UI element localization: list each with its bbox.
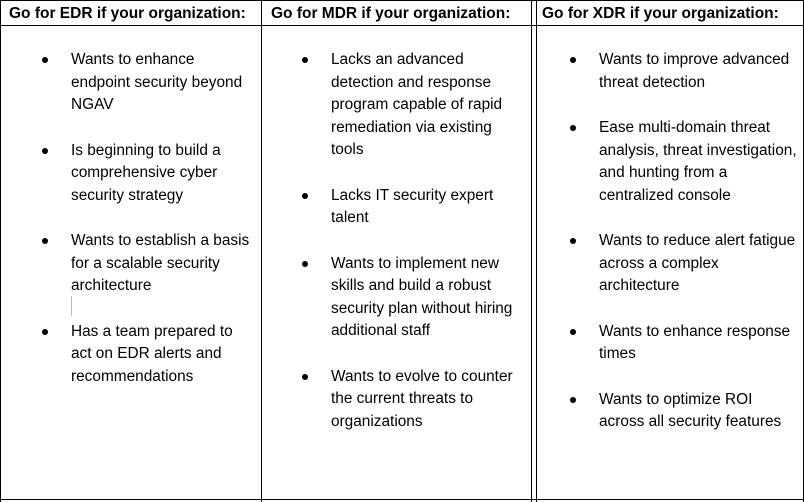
bullet-icon: [42, 57, 48, 63]
bullet-icon: [302, 261, 308, 267]
list-item: [532, 230, 804, 298]
list-item-text: Wants to implement new skills and build a robust security plan without hiring additional staff: [331, 254, 513, 339]
table-border-bottom: [0, 499, 804, 500]
bullet-icon: [302, 374, 308, 380]
mdr-column: [262, 0, 532, 502]
list-item: [262, 253, 532, 343]
list-item: [532, 389, 804, 434]
edr-column: [0, 0, 262, 502]
bullet-icon: [42, 329, 48, 335]
column-divider: [531, 0, 532, 502]
list-item-text: Wants to enhance response times: [599, 322, 791, 362]
list-item-text: Has a team prepared to act on EDR alerts and recommendations: [71, 322, 233, 385]
list-item: [532, 49, 804, 94]
column-divider: [536, 0, 537, 502]
bullet-icon: [42, 148, 48, 154]
list-item: [532, 117, 804, 207]
bullet-icon: [302, 57, 308, 63]
xdr-column: [532, 0, 804, 502]
list-item-text: Wants to reduce alert fatigue across a complex architecture: [599, 232, 796, 294]
list-item-text: Wants to evolve to counter the current threats to organizations: [331, 367, 513, 430]
list-item-text: Wants to establish a basis for a scalable security architecture: [71, 232, 250, 294]
bullet-icon: [570, 125, 576, 131]
list-item: [262, 49, 532, 162]
list-item: [262, 366, 532, 434]
list-item-text: Wants to optimize ROI across all security features: [599, 390, 782, 430]
list-item: [0, 49, 262, 117]
mdr-bullet-list: [262, 26, 532, 433]
edr-bullet-list: [0, 26, 262, 388]
bullet-icon: [570, 329, 576, 335]
bullet-icon: [570, 397, 576, 403]
xdr-column-header: Go for XDR if your organization:: [532, 0, 804, 26]
list-item-text: Wants to enhance endpoint security beyond NGAV: [71, 51, 243, 113]
bullet-icon: [42, 238, 48, 244]
list-item-text: Wants to improve advanced threat detection: [599, 51, 790, 91]
list-item-text: Ease multi-domain threat analysis, threat investigation, and hunting from a centralized console: [599, 119, 797, 204]
list-item: [0, 230, 262, 298]
list-item-text: Is beginning to build a comprehensive cyber security strategy: [71, 141, 221, 204]
xdr-bullet-list: [532, 26, 804, 434]
bullet-icon: [570, 57, 576, 63]
list-item: [0, 321, 262, 389]
list-item: [262, 185, 532, 230]
edr-column-header: Go for EDR if your organization:: [0, 0, 262, 26]
list-item-text: Lacks IT security expert talent: [331, 186, 494, 226]
list-item-text: Lacks an advanced detection and response program capable of rapid remediation via existing tools: [331, 51, 503, 158]
mdr-column-header: Go for MDR if your organization:: [262, 0, 532, 26]
column-divider: [261, 0, 262, 502]
text-cursor: [71, 296, 72, 316]
table-border-left: [0, 0, 1, 502]
list-item: [0, 140, 262, 208]
bullet-icon: [302, 193, 308, 199]
list-item: [532, 321, 804, 366]
bullet-icon: [570, 238, 576, 244]
